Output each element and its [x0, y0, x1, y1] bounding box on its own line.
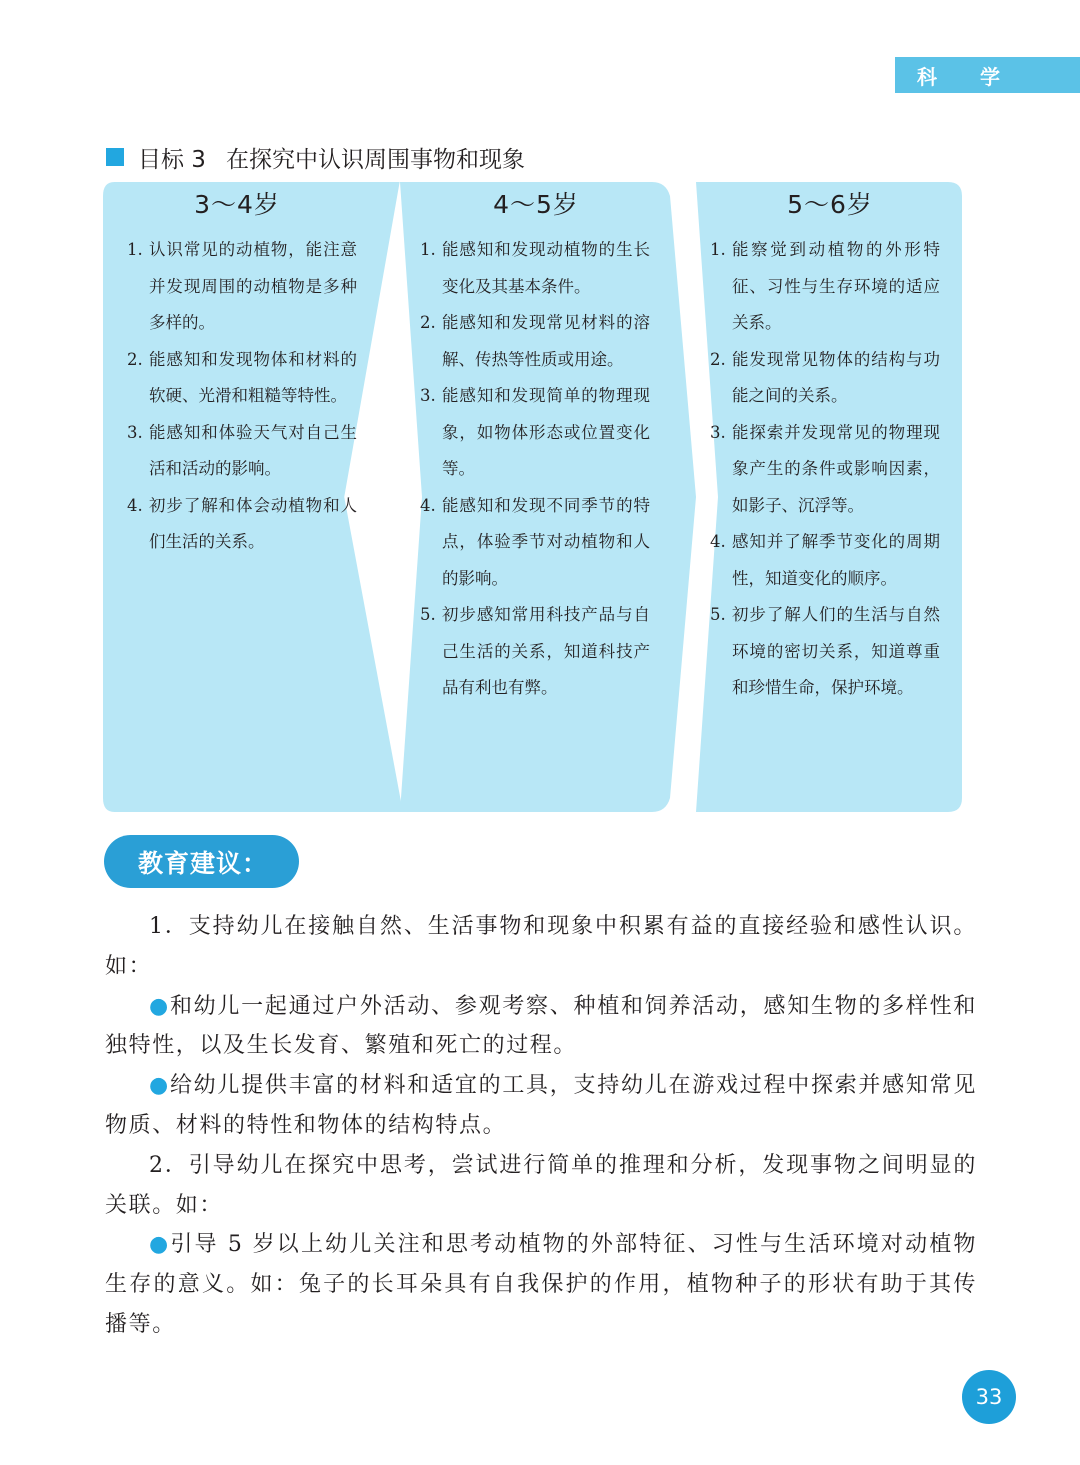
advice-bullet [105, 1066, 977, 1146]
age-column-4-5 [400, 182, 700, 812]
list-item [710, 524, 940, 597]
bullet-text: 引导 5 岁以上幼儿关注和思考动植物的外部特征、习性与生活环境对动植物生存的意义。如：兔子的长耳朵具有自我保护的作用，植物种子的形状有助于其传播等。 [105, 1232, 977, 1337]
subject-label: 科 学 [917, 64, 1018, 89]
item-text: 认识常见的动植物，能注意并发现周围的动植物是多种多样的。 [149, 240, 357, 332]
item-text: 能感知和发现物体和材料的软硬、光滑和粗糙等特性。 [149, 349, 357, 405]
goal-label: 目标 3 [138, 146, 206, 173]
list-item [127, 232, 357, 342]
item-number: 5. [420, 605, 436, 624]
item-text: 能感知和体验天气对自己生活和活动的影响。 [149, 422, 357, 478]
bullet-text: 给幼儿提供丰富的材料和适宜的工具，支持幼儿在游戏过程中探索并感知常见物质、材料的特性和物体的结构特点。 [105, 1073, 977, 1138]
item-number: 3. [127, 422, 143, 442]
list-item [710, 342, 940, 415]
item-number: 5. [710, 605, 726, 624]
item-text: 初步感知常用科技产品与自己生活的关系，知道科技产品有利也有弊。 [442, 605, 650, 697]
column-title: 5～6岁 [787, 190, 873, 219]
item-number: 3. [710, 422, 726, 442]
list-item [127, 488, 357, 561]
list-item [420, 378, 650, 488]
item-text: 感知并了解季节变化的周期性，知道变化的顺序。 [732, 532, 940, 588]
bullet-dot-icon: ● [149, 1073, 170, 1099]
item-number: 2. [127, 349, 143, 369]
advice-label: 教育建议： [104, 835, 299, 888]
advice-bullet [105, 1225, 977, 1344]
column-title: 4～5岁 [493, 190, 579, 219]
item-text: 能感知和发现不同季节的特点，体验季节对动植物和人的影响。 [442, 495, 650, 588]
bullet-dot-icon: ● [149, 993, 170, 1019]
item-number: 2. [420, 313, 436, 332]
list-item [710, 232, 940, 342]
item-number: 4. [710, 532, 726, 551]
item-number: 1. [710, 240, 726, 259]
square-bullet-icon [106, 148, 124, 166]
item-list [710, 232, 940, 707]
item-number: 2. [710, 349, 726, 369]
list-item [710, 415, 940, 525]
item-number: 1. [127, 240, 143, 259]
item-text: 能感知和发现简单的物理现象，如物体形态或位置变化等。 [442, 386, 650, 478]
item-text: 能发现常见物体的结构与功能之间的关系。 [732, 349, 940, 405]
list-item [127, 342, 357, 415]
item-list [127, 232, 357, 561]
advice-bullet [105, 987, 977, 1067]
item-text: 能察觉到动植物的外形特征、习性与生存环境的适应关系。 [732, 240, 940, 332]
list-item [127, 415, 357, 488]
list-item [420, 488, 650, 598]
age-column-5-6 [696, 182, 964, 812]
advice-body [105, 907, 977, 1345]
item-text: 能探索并发现常见的物理现象产生的条件或影响因素，如影子、沉浮等。 [732, 422, 940, 515]
list-item [420, 232, 650, 305]
bullet-dot-icon: ● [149, 1232, 171, 1258]
item-number: 1. [420, 240, 436, 259]
advice-paragraph: 1．支持幼儿在接触自然、生活事物和现象中积累有益的直接经验和感性认识。如： [105, 914, 977, 979]
item-list [420, 232, 650, 707]
goal-heading [106, 140, 525, 174]
list-item [420, 597, 650, 707]
age-column-3-4 [103, 182, 403, 812]
item-number: 4. [127, 495, 143, 515]
item-text: 能感知和发现常见材料的溶解、传热等性质或用途。 [442, 313, 650, 369]
item-number: 3. [420, 386, 436, 405]
subject-tab [895, 57, 1080, 93]
bullet-text: 和幼儿一起通过户外活动、参观考察、种植和饲养活动，感知生物的多样性和独特性，以及生长发育、繁殖和死亡的过程。 [105, 993, 977, 1059]
item-number: 4. [420, 495, 436, 515]
list-item [420, 305, 650, 378]
item-text: 能感知和发现动植物的生长变化及其基本条件。 [442, 240, 650, 296]
column-title: 3～4岁 [194, 190, 280, 219]
page-number: 33 [962, 1370, 1016, 1424]
list-item [710, 597, 940, 707]
item-text: 初步了解人们的生活与自然环境的密切关系，知道尊重和珍惜生命，保护环境。 [732, 605, 940, 697]
goal-title: 在探究中认识周围事物和现象 [225, 146, 525, 173]
item-text: 初步了解和体会动植物和人们生活的关系。 [149, 495, 357, 551]
advice-paragraph: 2．引导幼儿在探究中思考，尝试进行简单的推理和分析，发现事物之间明显的关联。如： [105, 1152, 977, 1218]
